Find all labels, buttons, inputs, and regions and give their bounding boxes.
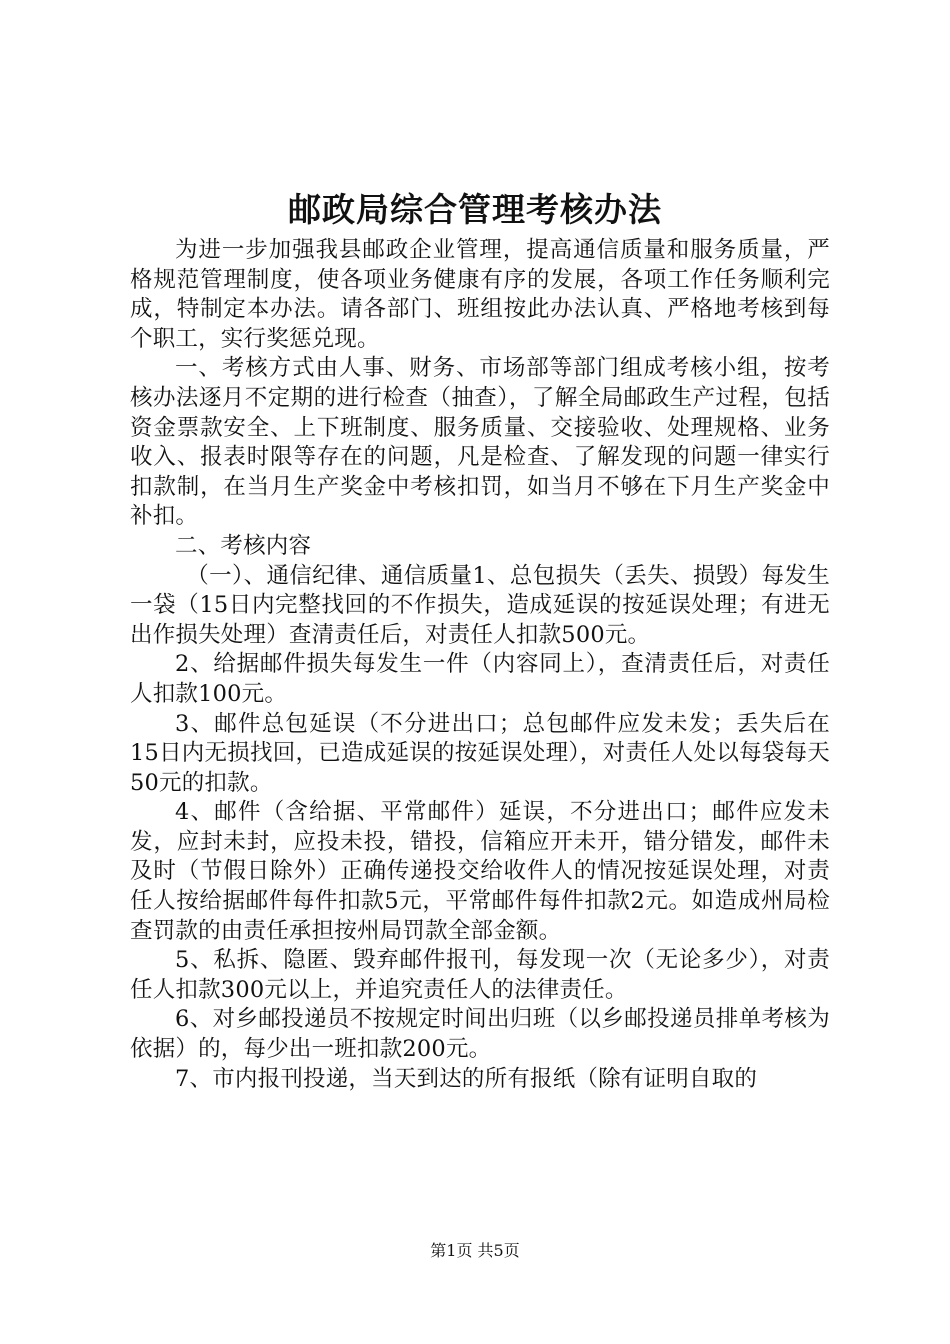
paragraph-item-4: 4、邮件（含给据、平常邮件）延误，不分进出口；邮件应发未发，应封未封，应投未投，错投，信箱应开未开，错分错发，邮件未及时（节假日除外）正确传递投交给收件人的情况按延误处理，对责任人按给据邮件每件扣款5元，平常邮件每件扣款2元。如造成州局检查罚款的由责任承担按州局罚款全部金额。 bbox=[130, 799, 830, 944]
paragraph-section-1: 一、考核方式由人事、财务、市场部等部门组成考核小组，按考核办法逐月不定期的进行检查（抽查），了解全局邮政生产过程，包括资金票款安全、上下班制度、服务质量、交接验收、处理规格、业务收入、报表时限等存在的问题，凡是检查、了解发现的问题一律实行扣款制，在当月生产奖金中考核扣罚，如当月不够在下月生产奖金中补扣。 bbox=[130, 355, 830, 530]
page-footer: 第1页 共5页 bbox=[430, 1241, 520, 1260]
document-title: 邮政局综合管理考核办法 bbox=[288, 190, 662, 229]
paragraph-item-2: 2、给据邮件损失每发生一件（内容同上），查清责任后，对责任人扣款100元。 bbox=[130, 651, 830, 707]
paragraph-item-5: 5、私拆、隐匿、毁弃邮件报刊，每发现一次（无论多少），对责任人扣款300元以上，并追究责任人的法律责任。 bbox=[130, 947, 830, 1003]
paragraph-item-6: 6、对乡邮投递员不按规定时间出归班（以乡邮投递员排单考核为依据）的，每少出一班扣款200元。 bbox=[130, 1006, 830, 1063]
paragraph-subsection-1: （一）、通信纪律、通信质量1、总包损失（丢失、损毁）每发生一袋（15日内完整找回的不作损失，造成延误的按延误处理；有进无出作损失处理）查清责任后，对责任人扣款500元。 bbox=[130, 562, 830, 648]
paragraph-intro: 为进一步加强我县邮政企业管理，提高通信质量和服务质量，严格规范管理制度，使各项业务健康有序的发展，各项工作任务顺利完成，特制定本办法。请各部门、班组按此办法认真、严格地考核到每个职工，实行奖惩兑现。 bbox=[130, 237, 830, 352]
paragraph-item-7: 7、市内报刊投递，当天到达的所有报纸（除有证明自取的 bbox=[175, 1065, 758, 1092]
paragraph-section-2-heading: 二、考核内容 bbox=[175, 532, 312, 559]
paragraph-item-3: 3、邮件总包延误（不分进出口；总包邮件应发未发；丢失后在15日内无损找回，已造成延误的按延误处理），对责任人处以每袋每天50元的扣款。 bbox=[130, 710, 830, 796]
document-body bbox=[130, 236, 830, 1094]
